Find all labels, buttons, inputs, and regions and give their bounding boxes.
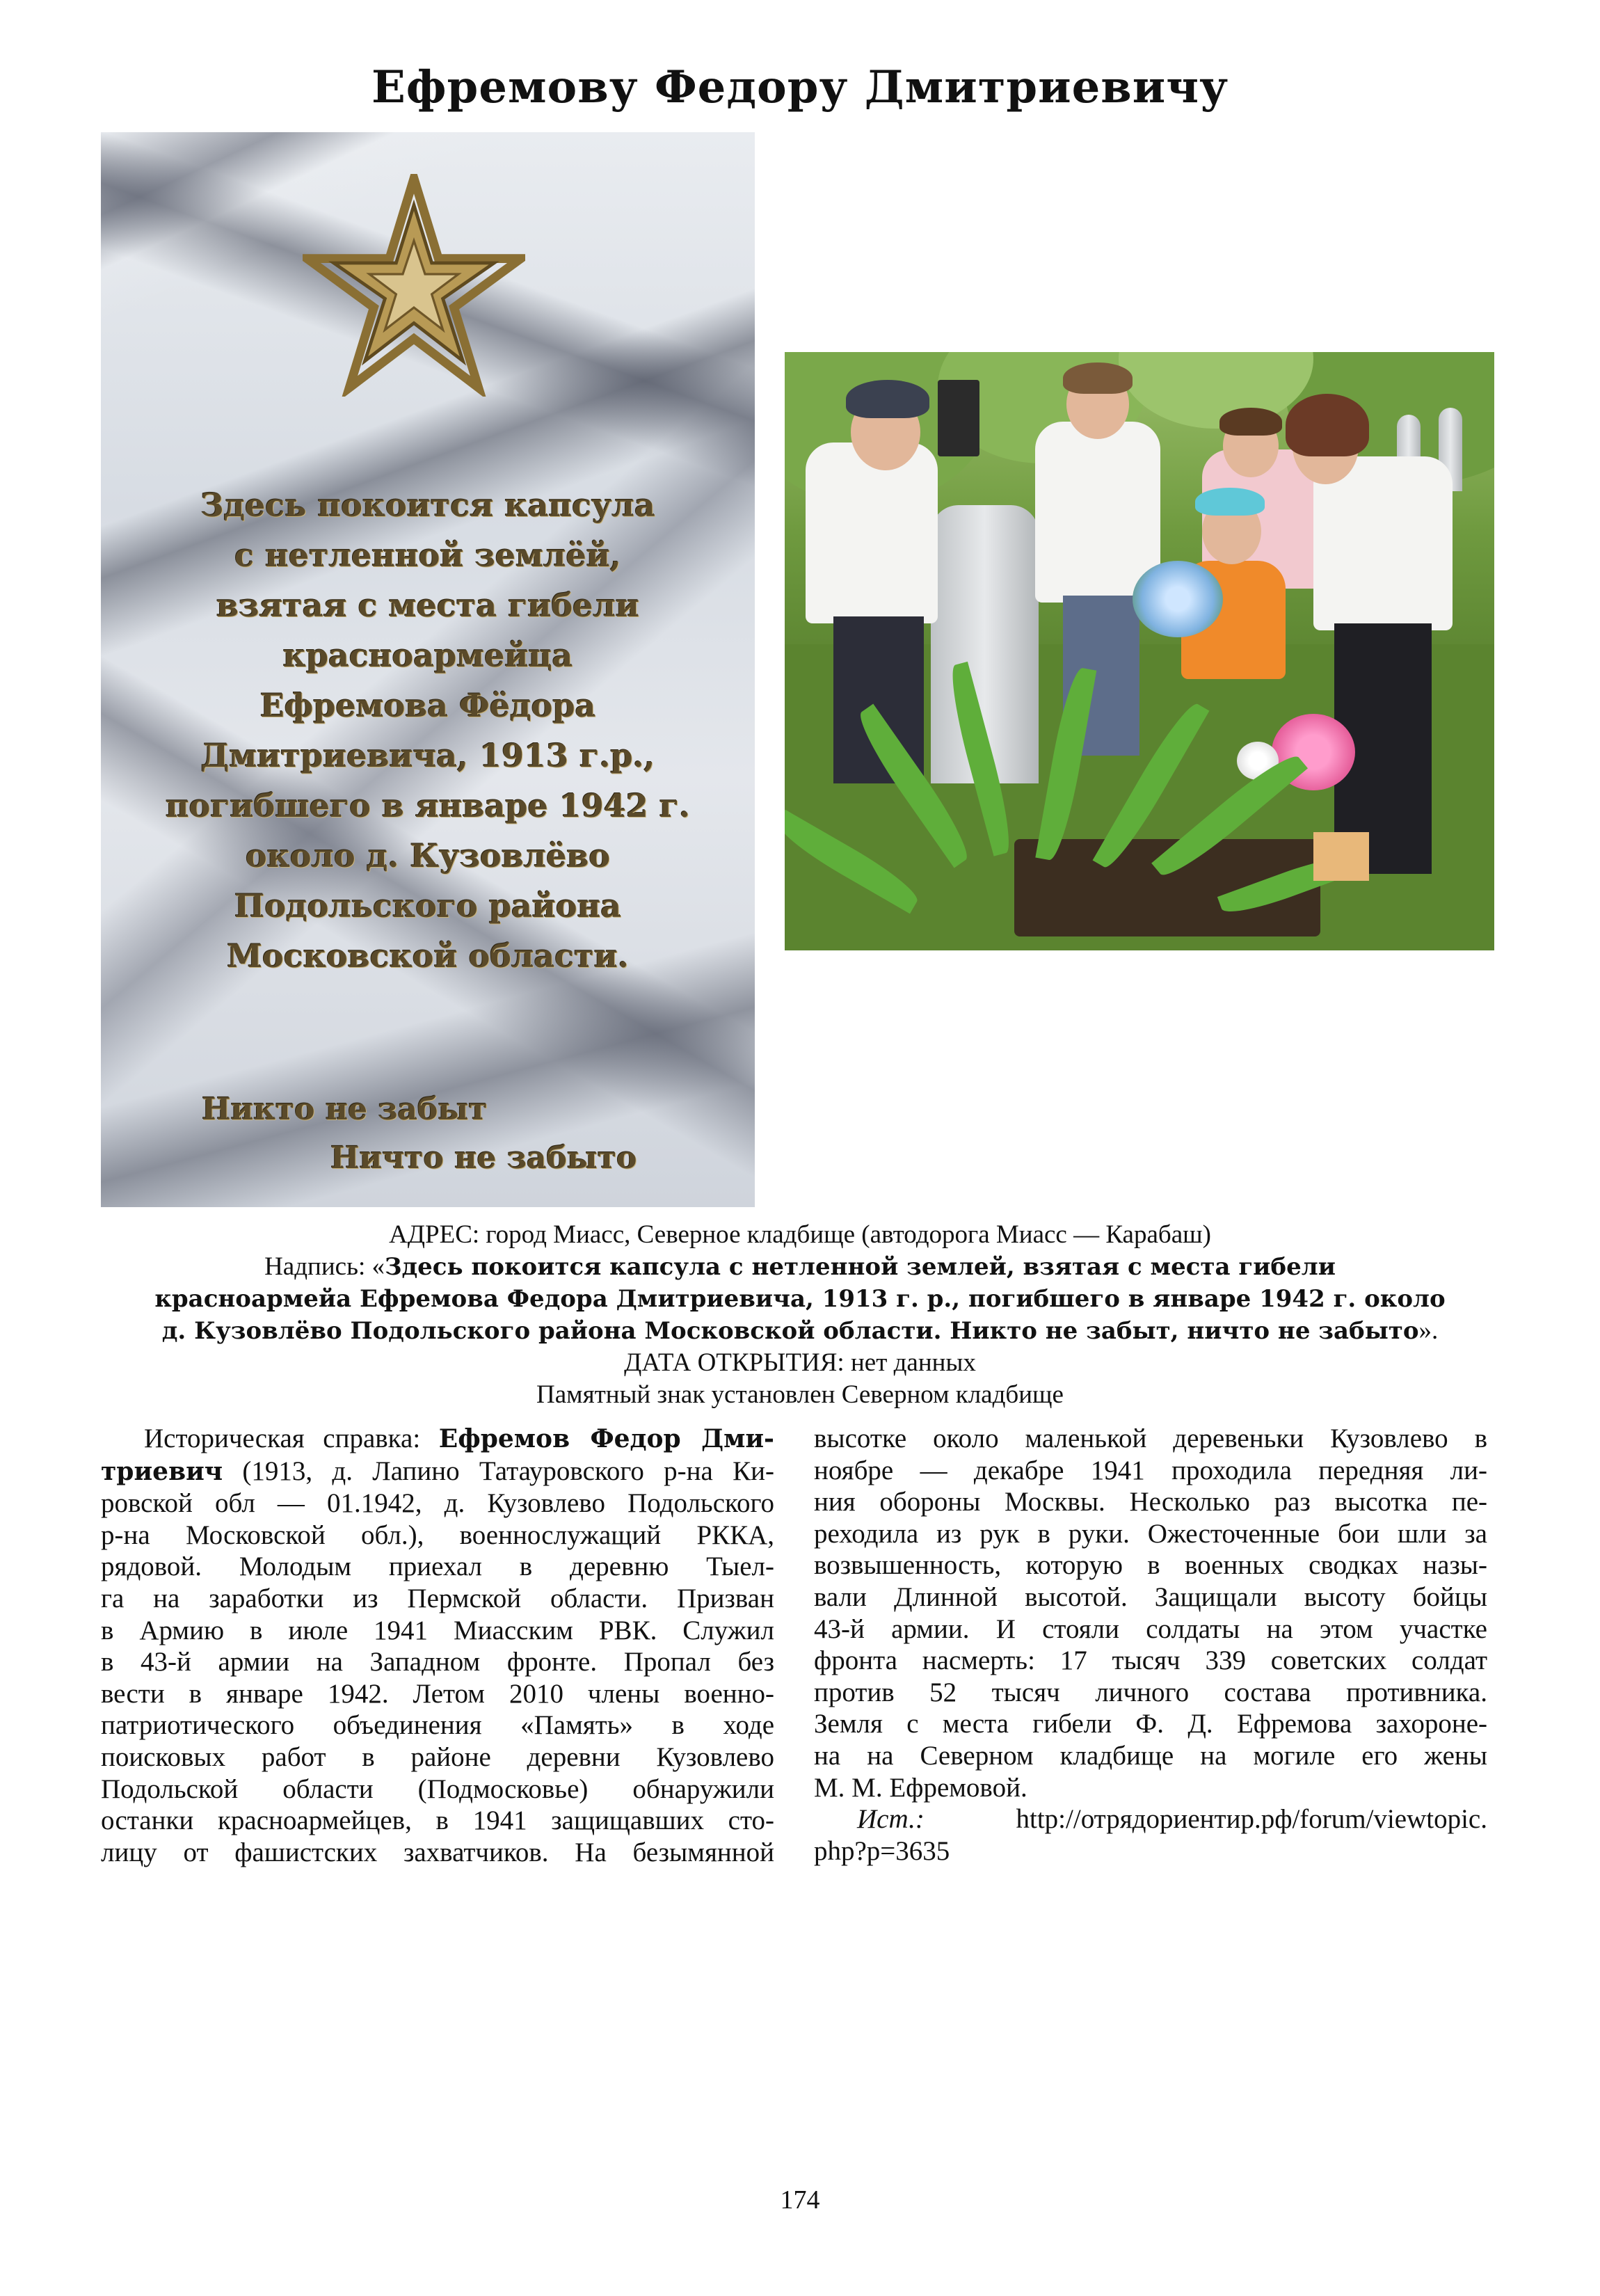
address-value: город Миасс, Северное кладбище (автодорога Миасс — Карабаш) bbox=[479, 1220, 1211, 1249]
plaque-motto-line: Ничто не забыто bbox=[330, 1140, 637, 1176]
address-line bbox=[70, 1219, 1530, 1251]
inscription-text: д. Кузовлёво Подольского района Московской области. Никто не забыт, ничто не забыто bbox=[161, 1317, 1419, 1345]
body-column-left bbox=[101, 1423, 774, 1868]
address-label: АДРЕС: bbox=[389, 1220, 480, 1249]
body-line: патриотического объединения «Память» в ходе bbox=[101, 1710, 774, 1741]
body-line: в 43-й армии на Западном фронте. Пропал без bbox=[101, 1647, 774, 1677]
plaque-line: красноармейца bbox=[282, 637, 573, 674]
person-name: триевич bbox=[101, 1456, 223, 1486]
plaque-line: около д. Кузовлёво bbox=[245, 837, 611, 875]
body-line: вали Длинной высотой. Защищали высоту бойцы bbox=[814, 1581, 1487, 1612]
body-line: лицу от фашистских захватчиков. На безымянной bbox=[101, 1837, 774, 1867]
body-line: высотке около маленькой деревеньки Кузовлево в bbox=[814, 1424, 1487, 1453]
plaque-line: Московской области. bbox=[227, 937, 629, 975]
plaque-line: Дмитриевича, 1913 г.р., bbox=[200, 737, 655, 774]
inscription-text: красноармейа Ефремова Федора Дмитриевича, 1913 г. р., погибшего в январе 1942 г. около bbox=[154, 1285, 1446, 1313]
body-line: Земля с места гибели Ф. Д. Ефремова захороне- bbox=[814, 1709, 1487, 1739]
note-line: Памятный знак установлен Северном кладбище bbox=[536, 1380, 1064, 1409]
body-line: М. М. Ефремовой. bbox=[814, 1772, 1027, 1803]
date-label: ДАТА ОТКРЫТИЯ: bbox=[624, 1348, 845, 1377]
star-icon bbox=[303, 174, 525, 397]
body-line: га на заработки из Пермской области. Призван bbox=[101, 1583, 774, 1613]
inscription-end: ». bbox=[1418, 1316, 1439, 1345]
inscription-text: Здесь покоится капсула с нетленной землей, взятая с места гибели bbox=[384, 1253, 1336, 1281]
body-line bbox=[101, 1423, 774, 1456]
source-url[interactable]: http://отрядориентир.рф/forum/viewtopic. bbox=[924, 1804, 1487, 1835]
body-line: р-на Московской обл.), военнослужащий РККА, bbox=[101, 1520, 774, 1550]
source-url-continuation[interactable]: php?p=3635 bbox=[814, 1835, 950, 1866]
plaque-line: Ефремова Фёдора bbox=[259, 687, 596, 724]
plaque-motto bbox=[101, 1085, 755, 1183]
body-line: останки красноармейцев, в 1941 защищавших сто- bbox=[101, 1805, 774, 1836]
body-line: фронта насмерть: 17 тысяч 339 советских солдат bbox=[814, 1645, 1487, 1676]
body-line: вести в январе 1942. Летом 2010 члены военно- bbox=[101, 1678, 774, 1709]
body-line: 43-й армии. И стояли солдаты на этом участке bbox=[814, 1613, 1487, 1644]
body-line: против 52 тысяч личного состава противника. bbox=[814, 1677, 1487, 1707]
history-label: Историческая справка: bbox=[144, 1424, 439, 1453]
page-number: 174 bbox=[780, 2185, 820, 2215]
body-line: рядовой. Молодым приехал в деревню Тыел- bbox=[101, 1552, 774, 1582]
body-line: поисковых работ в районе деревни Кузовлево bbox=[101, 1741, 774, 1772]
body-line bbox=[101, 1456, 774, 1488]
body-line: в Армию в июле 1941 Миасским РВК. Служил bbox=[101, 1615, 774, 1645]
caption-block bbox=[70, 1219, 1530, 1411]
memorial-plaque-photo bbox=[101, 132, 755, 1207]
plaque-line: Подольского района bbox=[234, 887, 622, 925]
source-label: Ист.: bbox=[857, 1804, 925, 1835]
plaque-line: взятая с места гибели bbox=[216, 587, 639, 624]
body-line: Подольской области (Подмосковье) обнаружили bbox=[101, 1773, 774, 1804]
inscription-line bbox=[70, 1315, 1530, 1347]
plaque-motto-line: Никто не забыт bbox=[202, 1092, 488, 1127]
cemetery-volunteers-photo bbox=[785, 352, 1494, 950]
source-line bbox=[814, 1803, 1487, 1835]
plaque-line: с нетленной землёй, bbox=[234, 536, 621, 574]
body-line: ноябре — декабре 1941 проходила передняя ли- bbox=[814, 1455, 1487, 1485]
body-line: ровской обл — 01.1942, д. Кузовлево Подольского bbox=[101, 1488, 774, 1519]
inscription-line bbox=[70, 1251, 1530, 1283]
body-line: на на Северном кладбище на могиле его жены bbox=[814, 1740, 1487, 1771]
body-line: ния обороны Москвы. Несколько раз высотка пе- bbox=[814, 1487, 1487, 1517]
body-column-right bbox=[814, 1423, 1487, 1867]
inscription-line bbox=[70, 1283, 1530, 1315]
inscription-label: Надпись: « bbox=[264, 1252, 385, 1281]
page-title: Ефремову Федору Дмитриевичу bbox=[371, 61, 1229, 113]
plaque-line: Здесь покоится капсула bbox=[200, 486, 655, 524]
date-value: нет данных bbox=[844, 1348, 976, 1377]
date-line bbox=[70, 1347, 1530, 1379]
body-line: реходила из рук в руки. Ожесточенные бои шли за bbox=[814, 1518, 1487, 1549]
body-text: (1913, д. Лапино Татауровского р-на Ки- bbox=[223, 1456, 774, 1486]
person-name: Ефремов Федор Дми- bbox=[438, 1424, 774, 1453]
plaque-line: погибшего в январе 1942 г. bbox=[165, 787, 690, 824]
plaque-inscription bbox=[101, 480, 755, 981]
body-line: возвышенность, которую в военных сводках назы- bbox=[814, 1550, 1487, 1581]
